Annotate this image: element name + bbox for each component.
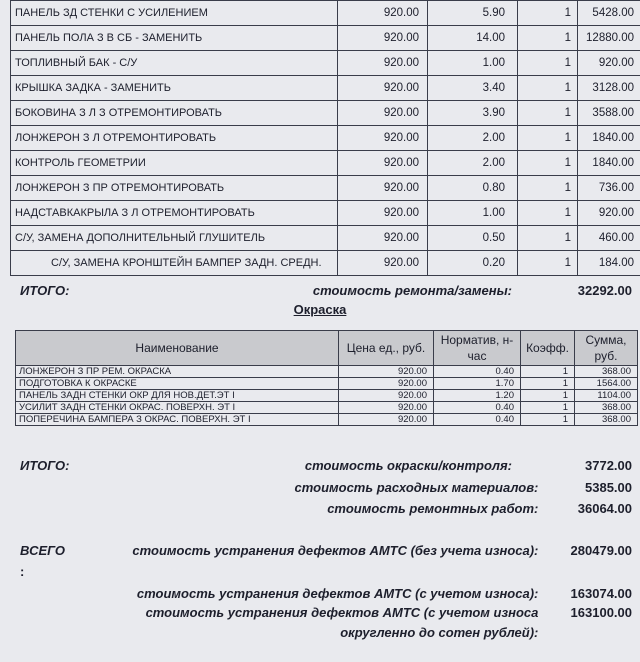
cell-hours: 0.50 [428,226,518,251]
repair-works-row [327,501,632,519]
cell-sum: 920.00 [578,51,640,76]
cell-sum: 3588.00 [578,101,640,126]
painting-section-title: Окраска [293,302,347,317]
cell-coef: 1 [518,26,578,51]
cost-with-wear-value: 163074.00 [570,586,632,601]
cell-name: ЛОНЖЕРОН З Л ОТРЕМОНТИРОВАТЬ [11,126,338,151]
cell-name: КРЫШКА ЗАДКА - ЗАМЕНИТЬ [11,76,338,101]
grand-total-label: ВСЕГО [20,543,66,558]
cell-sum: 5428.00 [578,1,640,26]
cell-sum: 368.00 [575,414,638,426]
repairs-total-label: ИТОГО: [20,283,70,298]
cell-sum: 736.00 [578,176,640,201]
cell-name: КОНТРОЛЬ ГЕОМЕТРИИ [11,151,338,176]
cell-price: 920.00 [339,366,434,378]
cell-sum: 368.00 [575,366,638,378]
cell-coef: 1 [521,378,575,390]
repair-row [11,26,640,51]
repair-row [11,101,640,126]
cell-price: 920.00 [338,126,428,151]
cell-name: УСИЛИТ ЗАДН СТЕНКИ ОКРАС. ПОВЕРХН. ЭТ I [16,402,339,414]
painting-row [16,378,638,390]
col-header-name: Наименование [16,331,339,366]
cell-hours: 5.90 [428,1,518,26]
cell-coef: 1 [518,126,578,151]
cell-coef: 1 [518,201,578,226]
cell-price: 920.00 [338,51,428,76]
repair-row [11,151,640,176]
cost-no-wear-caption: стоимость устранения дефектов АМТС (без учета износа): [132,543,539,558]
cell-sum: 12880.00 [578,26,640,51]
cost-rounded-caption-line1: стоимость устранения дефектов АМТС (с учетом износа [145,605,539,620]
repairs-total-row [20,283,632,301]
cell-price: 920.00 [338,176,428,201]
cell-hours: 1.00 [428,201,518,226]
cell-name: НАДСТАВКАКРЫЛА З Л ОТРЕМОНТИРОВАТЬ [11,201,338,226]
painting-total-value: 3772.00 [585,458,632,473]
painting-total-label: ИТОГО: [20,458,70,473]
cost-no-wear-row [132,543,632,561]
repair-row [11,1,640,26]
materials-row [295,480,632,498]
cell-sum: 3128.00 [578,76,640,101]
cell-name: БОКОВИНА З Л З ОТРЕМОНТИРОВАТЬ [11,101,338,126]
cell-sum: 184.00 [578,251,640,276]
cell-price: 920.00 [338,76,428,101]
painting-row [16,366,638,378]
cell-sum: 1840.00 [578,151,640,176]
cell-sum: 1564.00 [575,378,638,390]
cell-coef: 1 [518,251,578,276]
painting-row [16,402,638,414]
cell-price: 920.00 [338,101,428,126]
repair-row [11,201,640,226]
cell-coef: 1 [521,366,575,378]
cell-coef: 1 [521,390,575,402]
repairs-total-caption: стоимость ремонта/замены: [312,283,512,298]
cell-sum: 460.00 [578,226,640,251]
cell-coef: 1 [518,226,578,251]
cell-hours: 1.00 [428,51,518,76]
repair-works-value: 36064.00 [577,501,632,516]
cell-name: С/У, ЗАМЕНА ДОПОЛНИТЕЛЬНЫЙ ГЛУШИТЕЛЬ [11,226,338,251]
col-header-price: Цена ед., руб. [339,331,434,366]
repair-row [11,126,640,151]
cell-coef: 1 [518,101,578,126]
grand-total-colon: : [20,564,25,579]
painting-total-row [20,458,632,476]
cell-name: ПАНЕЛЬ ПОЛА З В СБ - ЗАМЕНИТЬ [11,26,338,51]
painting-row [16,390,638,402]
cell-name: ПОПЕРЕЧИНА БАМПЕРА З ОКРАС. ПОВЕРХН. ЭТ I [16,414,339,426]
cell-sum: 1104.00 [575,390,638,402]
cell-price: 920.00 [338,151,428,176]
repair-row [11,251,640,276]
cell-hours: 0.40 [434,366,521,378]
painting-total-caption: стоимость окраски/контроля: [304,458,512,473]
cost-no-wear-value: 280479.00 [570,543,632,558]
col-header-sum: Сумма, руб. [575,331,638,366]
cell-name: ПАНЕЛЬ ЗАДН СТЕНКИ ОКР ДЛЯ НОВ.ДЕТ.ЭТ I [16,390,339,402]
cell-coef: 1 [518,1,578,26]
cell-hours: 3.90 [428,101,518,126]
cell-price: 920.00 [338,26,428,51]
cell-name: ТОПЛИВНЫЙ БАК - С/У [11,51,338,76]
repairs-total-value: 32292.00 [577,283,632,298]
cell-hours: 14.00 [428,26,518,51]
repair-works-caption: стоимость ремонтных работ: [327,501,539,516]
cell-hours: 1.20 [434,390,521,402]
cell-sum: 1840.00 [578,126,640,151]
cell-hours: 0.40 [434,402,521,414]
cell-price: 920.00 [338,1,428,26]
cost-rounded-value: 163100.00 [570,605,632,620]
repairs-table-body [11,1,640,276]
cell-hours: 0.40 [434,414,521,426]
cell-name: ЛОНЖЕРОН З ПР РЕМ. ОКРАСКА [16,366,339,378]
cell-price: 920.00 [339,402,434,414]
cost-with-wear-caption: стоимость устранения дефектов АМТС (с учетом износа): [136,586,539,601]
col-header-coef: Коэфф. [521,331,575,366]
cell-hours: 1.70 [434,378,521,390]
repair-row [11,51,640,76]
cell-name: ЛОНЖЕРОН З ПР ОТРЕМОНТИРОВАТЬ [11,176,338,201]
cell-hours: 2.00 [428,151,518,176]
cell-hours: 3.40 [428,76,518,101]
repairs-table [10,0,640,276]
cell-name: С/У, ЗАМЕНА КРОНШТЕЙН БАМПЕР ЗАДН. СРЕДН. [11,251,338,276]
cell-hours: 0.80 [428,176,518,201]
cell-name: ПАНЕЛЬ ЗД СТЕНКИ С УСИЛЕНИЕМ [11,1,338,26]
cell-coef: 1 [521,402,575,414]
cell-price: 920.00 [339,390,434,402]
cell-sum: 368.00 [575,402,638,414]
cell-coef: 1 [521,414,575,426]
repair-row [11,226,640,251]
col-header-norm: Норматив, н-час [434,331,521,366]
cost-with-wear-row [137,586,632,604]
cell-price: 920.00 [338,251,428,276]
cell-name: ПОДГОТОВКА К ОКРАСКЕ [16,378,339,390]
cell-hours: 0.20 [428,251,518,276]
painting-table [15,330,638,426]
materials-caption: стоимость расходных материалов: [294,480,539,495]
cell-coef: 1 [518,176,578,201]
cell-price: 920.00 [338,226,428,251]
repair-row [11,176,640,201]
cell-coef: 1 [518,51,578,76]
cell-hours: 2.00 [428,126,518,151]
painting-table-body [16,366,638,426]
cell-sum: 920.00 [578,201,640,226]
repair-row [11,76,640,101]
cell-price: 920.00 [339,414,434,426]
cost-rounded-row [146,605,632,623]
cell-coef: 1 [518,151,578,176]
materials-value: 5385.00 [585,480,632,495]
cost-rounded-row-2 [340,625,632,643]
cost-rounded-caption-line2: округленно до сотен рублей): [340,625,539,640]
cell-price: 920.00 [338,201,428,226]
painting-row [16,414,638,426]
cell-coef: 1 [518,76,578,101]
cell-price: 920.00 [339,378,434,390]
